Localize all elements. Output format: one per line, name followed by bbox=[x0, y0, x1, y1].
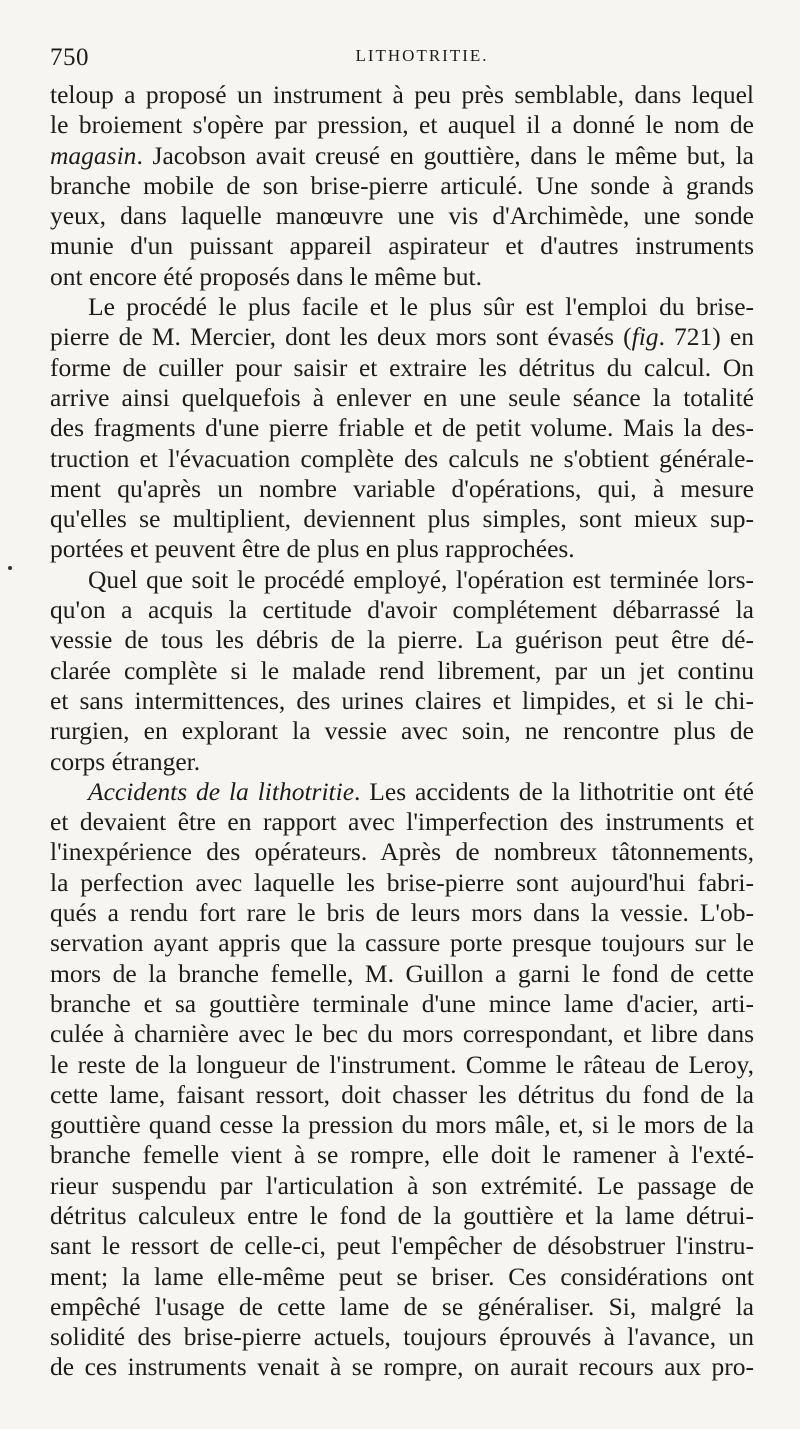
line-text: Quel que soit le procédé employé, l'opération est terminée lors- bbox=[88, 564, 754, 594]
text-line bbox=[50, 1171, 754, 1201]
line-text: vessie de tous les débris de la pierre. La guérison peut être dé- bbox=[50, 625, 754, 655]
text-line bbox=[50, 595, 754, 625]
text-line bbox=[50, 1352, 754, 1382]
line-text: qu'elles se multiplient, deviennent plus simples, sont mieux sup- bbox=[50, 504, 754, 534]
text-line bbox=[50, 171, 754, 201]
text-line bbox=[50, 807, 754, 837]
line-text: teloup a proposé un instrument à peu près semblable, dans lequel bbox=[50, 80, 754, 109]
text-line bbox=[50, 1262, 754, 1292]
line-text: solidité des brise-pierre actuels, toujours éprouvés à l'avance, un bbox=[50, 1322, 754, 1352]
text-line bbox=[50, 322, 754, 352]
text-line bbox=[50, 80, 754, 110]
line-text: arrive ainsi quelquefois à enlever en une seule séance la totalité bbox=[50, 382, 754, 412]
line-text: . Jacobson avait creusé en gouttière, dans le même but, la bbox=[136, 140, 754, 170]
text-line bbox=[50, 1140, 754, 1170]
text-line bbox=[50, 413, 754, 443]
line-text: ment qu'après un nombre variable d'opérations, qui, à mesure bbox=[50, 473, 754, 503]
text-line bbox=[50, 474, 754, 504]
line-text: branche mobile de son brise-pierre articulé. Une sonde à grands bbox=[50, 170, 754, 200]
line-text: rurgien, en explorant la vessie avec soin, ne rencontre plus de bbox=[50, 716, 754, 746]
text-line bbox=[50, 868, 754, 898]
text-line bbox=[50, 353, 754, 383]
text-line bbox=[50, 625, 754, 655]
italic-text: Accidents de la lithotritie bbox=[88, 776, 355, 806]
text-line bbox=[50, 1201, 754, 1231]
running-head bbox=[50, 40, 754, 80]
line-text: le reste de la longueur de l'instrument. Comme le râteau de Leroy, bbox=[50, 1049, 754, 1079]
text-line bbox=[50, 747, 754, 777]
line-text: branche et sa gouttière terminale d'une mince lame d'acier, arti- bbox=[50, 988, 754, 1018]
text-line bbox=[50, 534, 754, 564]
running-title: LITHOTRITIE. bbox=[355, 46, 489, 65]
text-line bbox=[50, 837, 754, 867]
line-text: . 721) en bbox=[658, 322, 754, 352]
line-text: l'inexpérience des opérateurs. Après de nombreux tâtonnements, bbox=[50, 837, 754, 867]
text-line bbox=[50, 110, 754, 140]
text-line bbox=[50, 444, 754, 474]
line-text: forme de cuiller pour saisir et extraire les détritus du calcul. On bbox=[50, 352, 754, 382]
text-line bbox=[50, 959, 754, 989]
text-line bbox=[50, 686, 754, 716]
text-line bbox=[50, 1292, 754, 1322]
line-text: des fragments d'une pierre friable et de petit volume. Mais la des- bbox=[50, 413, 754, 443]
line-text: . Les accidents de la lithotritie ont été bbox=[354, 776, 754, 806]
line-text: ment; la lame elle-même peut se briser. Ces considérations ont bbox=[50, 1261, 754, 1291]
text-line bbox=[50, 989, 754, 1019]
text-line bbox=[50, 262, 754, 292]
text-line bbox=[50, 565, 754, 595]
line-text: et sans intermittences, des urines claires et limpides, et si le chi- bbox=[50, 685, 754, 715]
line-text: empêché l'usage de cette lame de se généraliser. Si, malgré la bbox=[50, 1291, 754, 1321]
line-text: branche femelle vient à se rompre, elle doit le ramener à l'exté- bbox=[50, 1140, 754, 1170]
page-number: 750 bbox=[50, 44, 89, 71]
line-text: truction et l'évacuation complète des calculs ne s'obtient générale- bbox=[50, 443, 754, 473]
text-line bbox=[50, 201, 754, 231]
text-line bbox=[50, 141, 754, 171]
text-line bbox=[50, 1050, 754, 1080]
line-text: rieur suspendu par l'articulation à son extrémité. Le passage de bbox=[50, 1170, 754, 1200]
line-text: de ces instruments venait à se rompre, on aurait recours aux pro- bbox=[50, 1352, 754, 1382]
text-line bbox=[50, 1231, 754, 1261]
line-text: portées et peuvent être de plus en plus rapprochées. bbox=[50, 534, 575, 564]
line-text: sant le ressort de celle-ci, peut l'empêcher de désobstruer l'instru- bbox=[50, 1231, 754, 1261]
body-text bbox=[50, 80, 754, 1383]
text-line bbox=[50, 292, 754, 322]
line-text: gouttière quand cesse la pression du mors mâle, et, si le mors de la bbox=[50, 1110, 754, 1140]
text-line bbox=[50, 656, 754, 686]
text-line bbox=[50, 898, 754, 928]
italic-text: magasin bbox=[50, 140, 137, 170]
margin-mark bbox=[8, 566, 12, 570]
line-text: le broiement s'opère par pression, et auquel il a donné le nom de bbox=[50, 110, 754, 140]
line-text: pierre de M. Mercier, dont les deux mors sont évasés ( bbox=[50, 322, 632, 352]
line-text: servation ayant appris que la cassure porte presque toujours sur le bbox=[50, 928, 754, 958]
text-line bbox=[50, 231, 754, 261]
line-text: cette lame, faisant ressort, doit chasser les détritus du fond de la bbox=[50, 1079, 754, 1109]
text-line bbox=[50, 716, 754, 746]
line-text: ont encore été proposés dans le même but. bbox=[50, 261, 482, 291]
line-text: yeux, dans laquelle manœuvre une vis d'Archimède, une sonde bbox=[50, 201, 754, 231]
line-text: mors de la branche femelle, M. Guillon a garni le fond de cette bbox=[50, 958, 754, 988]
line-text: qués a rendu fort rare le bris de leurs mors dans la vessie. L'ob- bbox=[50, 898, 754, 928]
text-line bbox=[50, 1080, 754, 1110]
line-text: la perfection avec laquelle les brise-pierre sont aujourd'hui fabri- bbox=[50, 867, 754, 897]
text-line bbox=[50, 777, 754, 807]
line-text: munie d'un puissant appareil aspirateur et d'autres instruments bbox=[50, 231, 754, 261]
text-line bbox=[50, 928, 754, 958]
line-text: détritus calculeux entre le fond de la gouttière et la lame détrui- bbox=[50, 1200, 754, 1230]
italic-text: fig bbox=[631, 322, 659, 352]
text-line bbox=[50, 1110, 754, 1140]
text-line bbox=[50, 383, 754, 413]
line-text: Le procédé le plus facile et le plus sûr est l'emploi du brise- bbox=[88, 292, 754, 322]
line-text: corps étranger. bbox=[50, 746, 201, 776]
line-text: culée à charnière avec le bec du mors correspondant, et libre dans bbox=[50, 1019, 754, 1049]
text-line bbox=[50, 504, 754, 534]
line-text: qu'on a acquis la certitude d'avoir complétement débarrassé la bbox=[50, 595, 754, 625]
line-text: clarée complète si le malade rend librement, par un jet continu bbox=[50, 655, 754, 685]
text-line bbox=[50, 1019, 754, 1049]
text-line bbox=[50, 1322, 754, 1352]
line-text: et devaient être en rapport avec l'imperfection des instruments et bbox=[50, 807, 754, 837]
